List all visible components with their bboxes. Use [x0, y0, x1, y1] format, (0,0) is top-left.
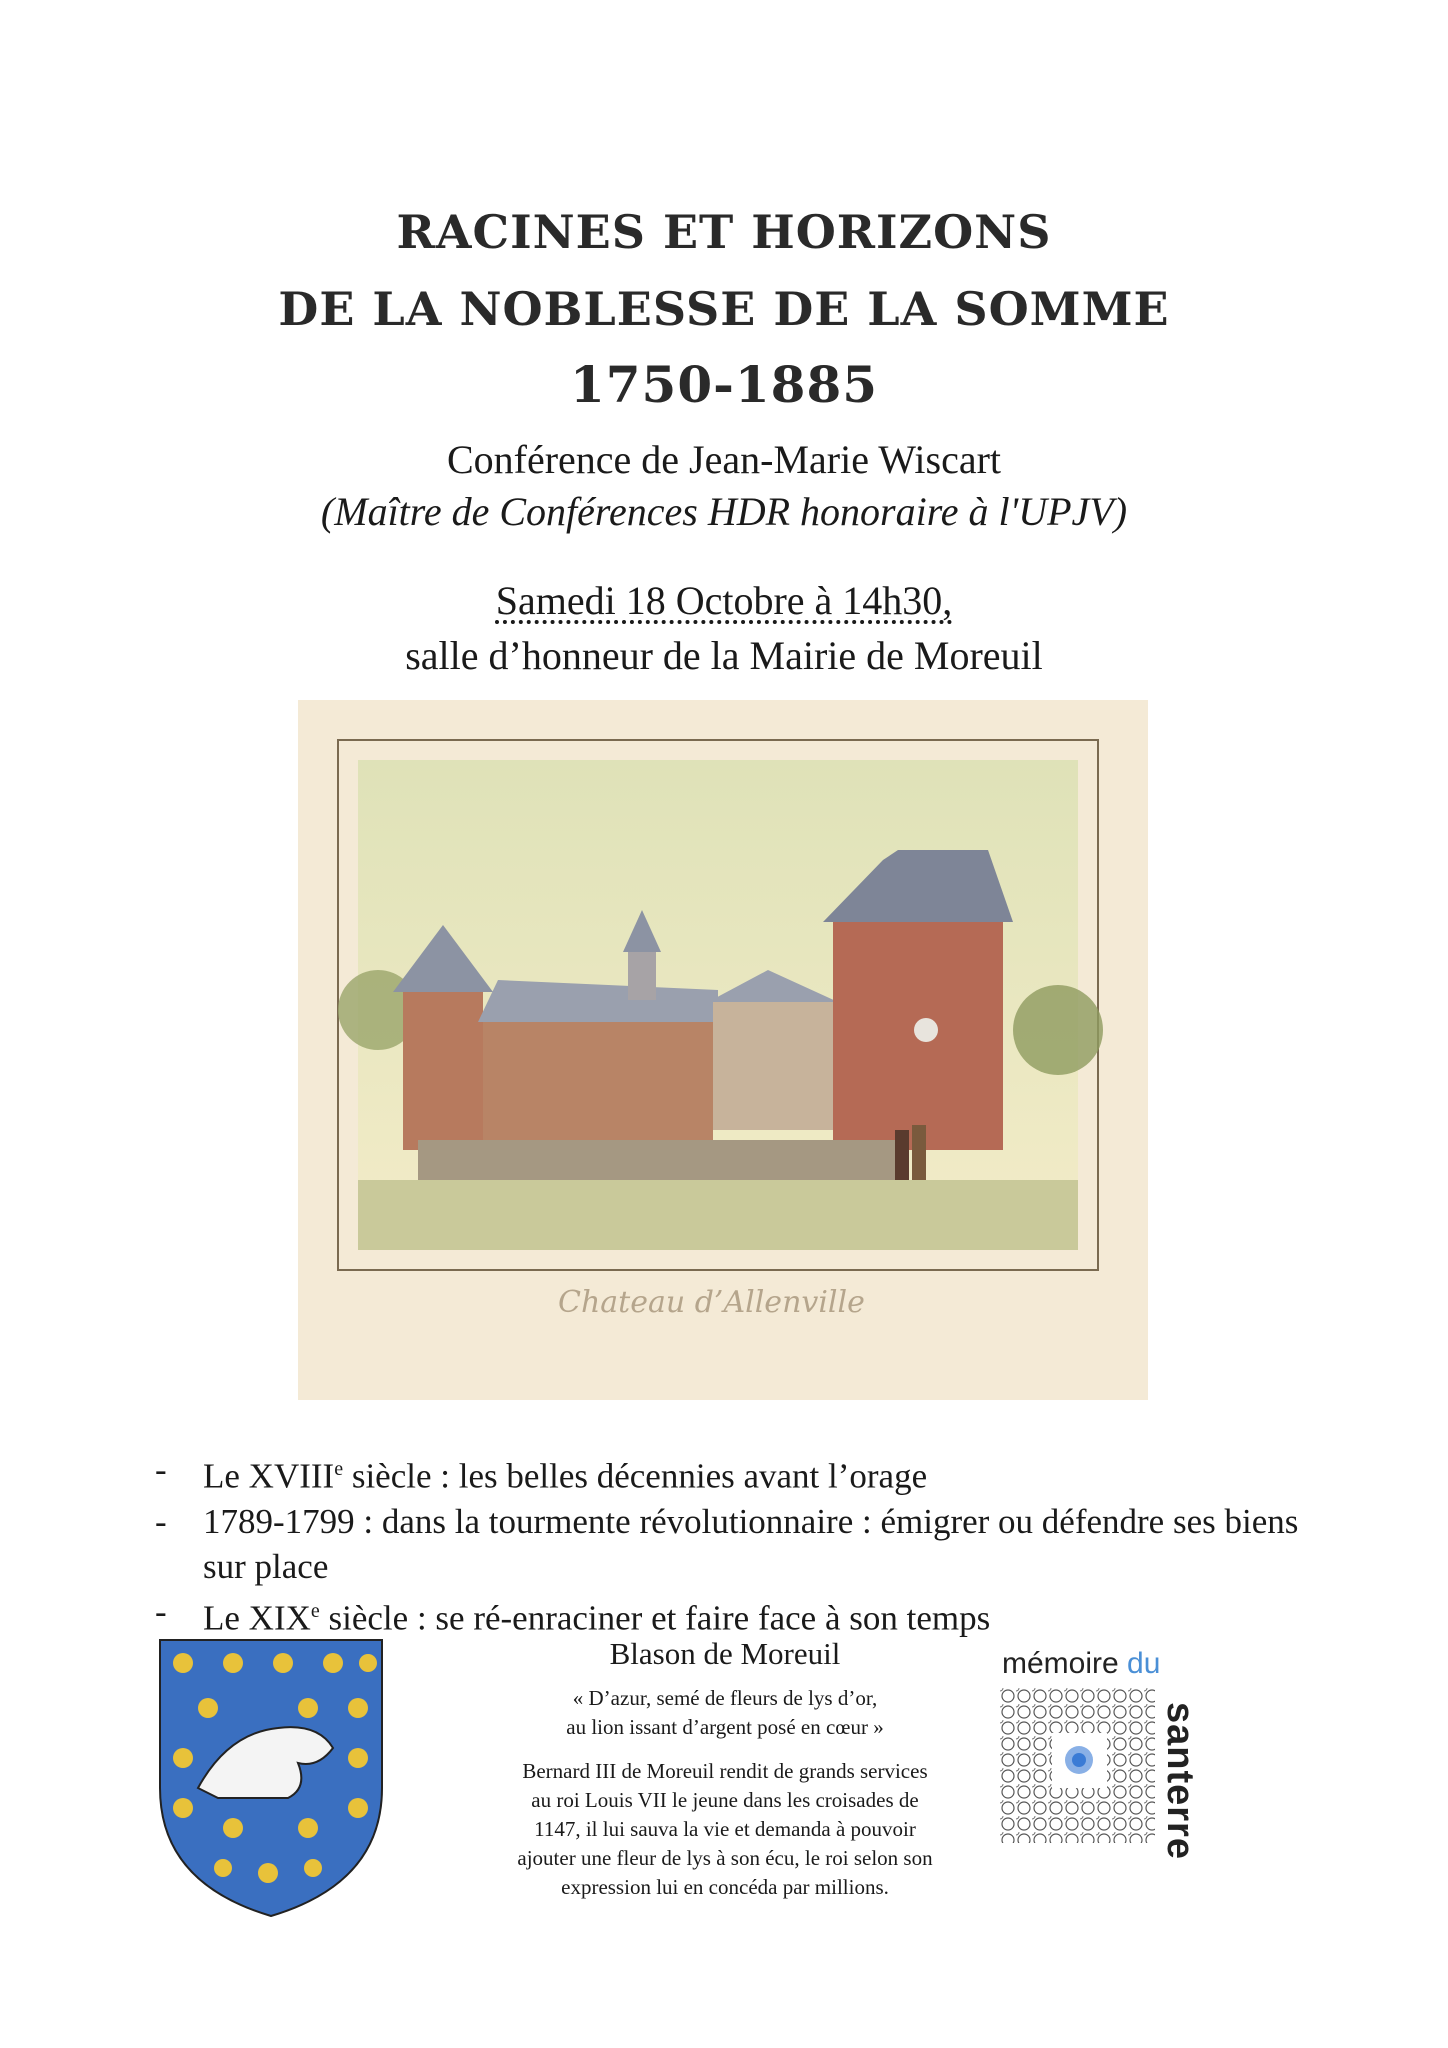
event-date: [0, 577, 1448, 624]
logo-vertical-word: santerre: [1159, 1702, 1201, 1860]
title-line-1: RACINES ET HORIZONS: [396, 205, 1052, 259]
title-line-2: DE LA NOBLESSE DE LA SOMME: [278, 282, 1170, 336]
speaker-line: Conférence de Jean-Marie Wiscart: [446, 437, 1002, 482]
blason-history: Bernard III de Moreuil rendit de grands services au roi Louis VII le jeune dans les croisades de 1147, il lui sauva la vie et demanda à pouvoir ajouter une fleur de lys à son écu, le roi selon son expression lui en concéda par millions.: [517, 1759, 933, 1899]
event-place: salle d’honneur de la Mairie de Moreuil: [405, 633, 1043, 678]
list-item: - 1789-1799 : dans la tourmente révolutionnaire : émigrer ou défendre ses biens sur place: [155, 1501, 1299, 1586]
list-item: - Le XIXe siècle : se ré-enraciner et faire face à son temps: [155, 1591, 991, 1638]
event-date-text: Samedi 18 Octobre à 14h30,: [495, 578, 953, 623]
logo-wordmark: mémoire du: [1002, 1647, 1161, 1680]
title-years: 1750-1885: [569, 355, 879, 414]
blason-motto: « D’azur, semé de fleurs de lys d’or, au lion issant d’argent posé en cœur »: [566, 1686, 884, 1739]
blason-title: Blason de Moreuil: [609, 1636, 841, 1671]
topics-list: [155, 1447, 1305, 1640]
chateau-painting: [298, 700, 1148, 1400]
painting-caption: Chateau d’Allenville: [558, 1285, 865, 1320]
coat-of-arms-icon: [158, 1638, 384, 1918]
speaker-role: (Maître de Conférences HDR honoraire à l'UPJV): [320, 489, 1128, 534]
list-item: - Le XVIIIe siècle : les belles décennies avant l’orage: [155, 1450, 928, 1496]
